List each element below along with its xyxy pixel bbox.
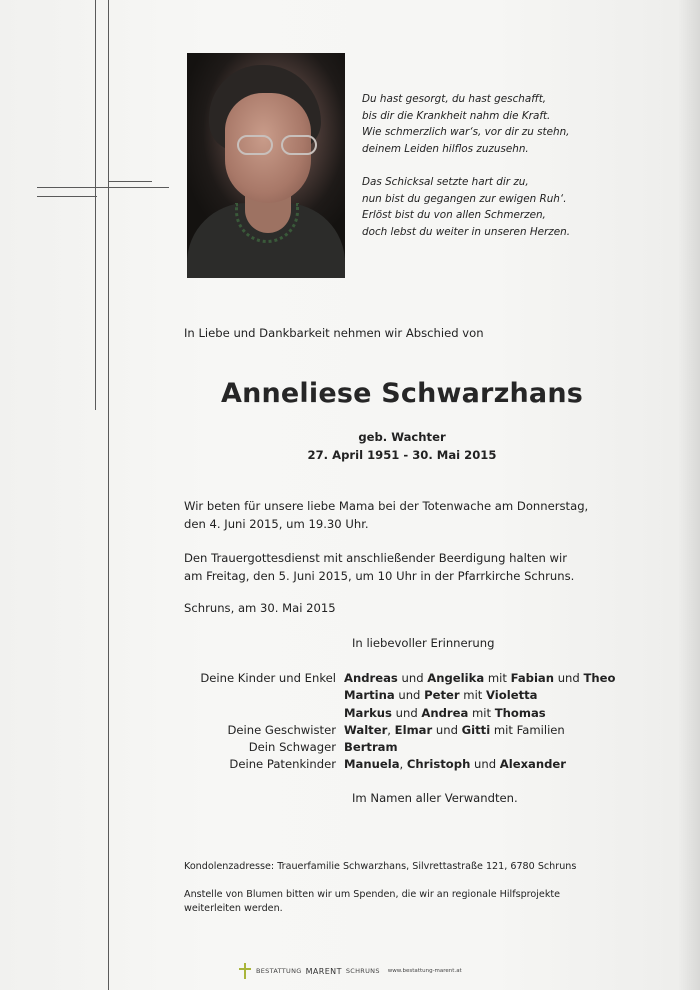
deceased-name: Anneliese Schwarzhans <box>220 378 584 409</box>
poem <box>362 91 622 257</box>
wake-line: den 4. Juni 2015, um 19.30 Uhr. <box>184 516 369 531</box>
page-edge-shadow <box>678 0 700 990</box>
poem-line: Wie schmerzlich war‘s, vor dir zu stehn, <box>362 126 570 138</box>
footer-word-3: SCHRUNS <box>345 967 380 975</box>
cross-line-vertical-short <box>95 0 96 410</box>
portrait-photo <box>187 53 345 278</box>
donation-note <box>184 888 560 916</box>
wake-line: Wir beten für unsere liebe Mama bei der Totenwache am Donnerstag, <box>184 499 589 513</box>
photo-glasses <box>237 135 329 157</box>
family-list <box>160 670 620 774</box>
donation-line: weiterleiten werden. <box>184 903 283 914</box>
wake-paragraph <box>184 498 588 533</box>
footer-url[interactable]: www.bestattung-marent.at <box>387 968 462 974</box>
place-date: Schruns, am 30. Mai 2015 <box>184 601 336 615</box>
poem-stanza-2 <box>362 174 622 240</box>
family-names: Andreas und Angelika mit Fabian und Theo <box>344 671 616 685</box>
poem-line: deinem Leiden hilflos zuzusehn. <box>362 142 529 155</box>
cross-line-horizontal-right <box>108 181 152 182</box>
funeral-home-cross-icon <box>238 963 252 979</box>
memory-text: In liebevoller Erinnerung <box>352 636 495 650</box>
family-row-brother-in-law <box>160 739 620 756</box>
cross-line-horizontal-upper <box>37 187 169 188</box>
service-paragraph <box>184 550 574 585</box>
poem-line: Erlöst bist du von allen Schmerzen, <box>362 209 546 221</box>
intro-text: In Liebe und Dankbarkeit nehmen wir Abschied von <box>184 326 484 340</box>
family-names: Martina und Peter mit Violetta <box>344 688 538 703</box>
family-row-children-3 <box>160 705 620 722</box>
poem-line: doch lebst du weiter in unseren Herzen. <box>362 225 571 238</box>
maiden-name: geb. Wachter <box>358 430 446 444</box>
family-row-children-2 <box>160 687 620 704</box>
family-row-godchildren <box>160 756 620 773</box>
poem-line: bis dir die Krankheit nahm die Kraft. <box>362 109 551 122</box>
footer-word-2: MARENT <box>305 966 342 976</box>
service-line: Den Trauergottesdienst mit anschließender Beerdigung halten wir <box>184 551 568 565</box>
donation-line: Anstelle von Blumen bitten wir um Spenden, die wir an regionale Hilfsprojekte <box>184 889 561 900</box>
family-names: Walter, Elmar und Gitti mit Familien <box>344 722 565 737</box>
birth-info <box>184 428 620 464</box>
poem-line: Du hast gesorgt, du hast geschafft, <box>362 93 547 105</box>
family-label: Deine Geschwister <box>227 722 336 737</box>
poem-stanza-1 <box>362 91 622 157</box>
service-line: am Freitag, den 5. Juni 2015, um 10 Uhr in der Pfarrkirche Schruns. <box>184 568 575 583</box>
family-row-siblings <box>160 722 620 739</box>
family-label: Deine Kinder und Enkel <box>200 671 336 685</box>
family-label: Dein Schwager <box>248 740 336 755</box>
condolence-address: Kondolenzadresse: Trauerfamilie Schwarzhans, Silvrettastraße 121, 6780 Schruns <box>184 861 577 872</box>
poem-line: Das Schicksal setzte hart dir zu, <box>362 176 529 188</box>
family-row-children <box>160 670 620 687</box>
family-label: Deine Patenkinder <box>229 757 336 772</box>
funeral-home-footer <box>238 963 462 979</box>
cross-line-horizontal-lower <box>37 196 97 197</box>
family-names: Bertram <box>344 740 398 755</box>
cross-line-vertical-long <box>108 0 109 990</box>
footer-word-1: BESTATTUNG <box>256 967 302 975</box>
on-behalf-text: Im Namen aller Verwandten. <box>352 791 518 805</box>
life-dates: 27. April 1951 - 30. Mai 2015 <box>307 448 497 462</box>
poem-line: nun bist du gegangen zur ewigen Ruh‘. <box>362 192 567 205</box>
family-names: Manuela, Christoph und Alexander <box>344 757 567 772</box>
family-names: Markus und Andrea mit Thomas <box>344 705 546 720</box>
